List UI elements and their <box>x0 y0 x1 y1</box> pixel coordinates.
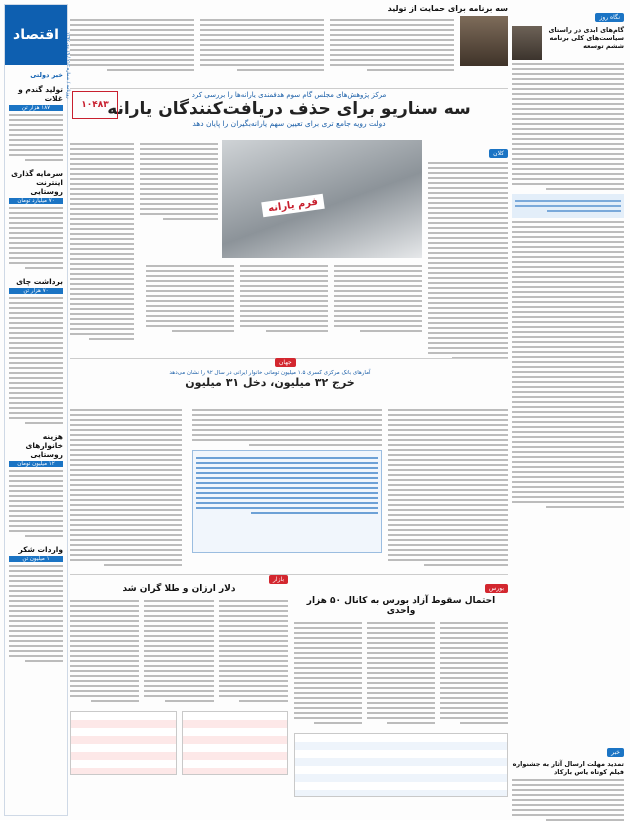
sidebar-item2-sub: ۷۰ میلیارد تومان <box>9 198 63 204</box>
left-sidebar <box>4 4 68 816</box>
stock-lines <box>367 619 435 727</box>
lead-title: سه سناریو برای حذف دریافت‌کنندگان یارانه <box>107 99 471 119</box>
photo-sign: فرم یارانه <box>261 194 325 217</box>
top-lines <box>200 16 324 74</box>
sidebar-text-lines <box>9 297 63 424</box>
sidebar-item2-title: سرمایه گذاری اینترنت روستایی <box>11 169 63 196</box>
mid-box-lines <box>196 457 378 514</box>
sidebar-text-lines <box>9 470 63 537</box>
market-table-a <box>182 711 289 775</box>
bottom-section <box>70 574 508 819</box>
sidebar-text-lines <box>9 565 63 662</box>
lead-col-lines <box>146 262 234 335</box>
market-table-b <box>70 711 177 775</box>
sidebar-item1-title: تولید گندم و غلات <box>18 85 63 103</box>
market-tag: بازار <box>269 575 288 584</box>
lead-header <box>70 88 508 137</box>
mid-tag: جهان <box>275 358 296 367</box>
market-title: دلار ارزان و طلا گران شد <box>122 584 236 594</box>
lead-col-lines <box>240 262 328 335</box>
mid-col-center <box>192 406 382 553</box>
lead-col-mid <box>140 140 218 223</box>
mid-title: خرج ۳۲ میلیون، دخل ۳۱ میلیون <box>185 376 355 389</box>
top-article <box>70 4 508 84</box>
sidebar-text-lines <box>9 207 63 269</box>
stock-article <box>294 575 508 797</box>
mid-pretitle: آمارهای بانک مرکزی کسری ۱.۵ میلیون تومانی خانوار ایرانی در سال ۹۲ را نشان می‌دهد <box>169 370 371 376</box>
lead-pretitle: مرکز پژوهش‌های مجلس گام سوم هدفمندی یارانه‌ها را بررسی کرد <box>191 91 387 99</box>
top-lines <box>70 16 194 74</box>
right-bottom-tag: خبر <box>607 748 624 757</box>
sidebar-item4-sub: ۱۲ میلیون تومان <box>9 461 63 467</box>
market-lines <box>144 597 213 705</box>
stock-lines <box>440 619 508 727</box>
sidebar-text-lines <box>9 114 63 161</box>
lead-col-tag: كلان <box>489 149 508 158</box>
right-highlight-box <box>512 194 624 218</box>
lead-col1 <box>428 140 508 362</box>
right-bottom-title: تمدید مهلت ارسال آثار به جشنواره فیلم کوتاه یاس بارکاد <box>512 760 624 776</box>
sidebar-item5-sub: ۱ میلیون تن <box>9 556 63 562</box>
mid-col-left <box>70 406 182 569</box>
mid-col-lines <box>192 409 382 446</box>
lead-col-lines <box>70 143 134 340</box>
right-tag: نگاه روز <box>595 13 624 22</box>
stock-table <box>294 733 508 797</box>
market-article <box>70 575 288 775</box>
lead-lower-cols <box>146 262 422 335</box>
market-lines <box>70 597 139 705</box>
lead-col-lines <box>334 262 422 335</box>
page-info: روزنامه / شماره ۲۱۳ / ۱۹ دی ۱۳۹۲ <box>65 32 70 99</box>
author-photo <box>512 26 542 60</box>
lead-subtitle: دولت رویه جامع تری برای تعیین سهم یارانه‌بگیران را پایان دهد <box>192 119 386 128</box>
sidebar-item5-title: واردات شکر <box>18 545 63 554</box>
mid-chart-box <box>192 450 382 553</box>
mid-col-lines <box>388 409 508 566</box>
lead-body <box>70 140 508 355</box>
stock-lines <box>294 619 362 727</box>
sidebar-item4-title: هزینه خانوارهای روستایی <box>25 432 63 459</box>
right-title: گام‌های ابدی در راستای سیاست‌های کلی برنامه ششم توسعه <box>548 26 624 50</box>
stock-title: احتمال سقوط آزاد بورس به کانال ۵۰ هزار واحدی <box>306 596 496 616</box>
right-bottom-lines <box>512 779 624 821</box>
mid-col-right <box>388 406 508 569</box>
section-banner: اقتصاد <box>5 5 67 65</box>
right-text-lines <box>512 63 624 190</box>
top-article-photo <box>460 16 508 66</box>
lead-col-left <box>70 140 134 343</box>
lead-col-lines <box>140 143 218 220</box>
top-lines <box>330 16 454 74</box>
sidebar-col-title: خبر دولتی <box>30 71 63 79</box>
mid-body <box>70 406 508 571</box>
market-lines <box>219 597 288 705</box>
right-sidebar <box>512 4 624 814</box>
lead-badge: ۱۰۴۸۳ <box>72 91 118 119</box>
lead-photo <box>222 140 422 258</box>
mid-col-lines <box>70 409 182 566</box>
right-text-lines <box>512 221 624 508</box>
lead-col-lines <box>428 162 508 359</box>
stock-tag: بورس <box>485 584 508 593</box>
sidebar-item3-title: برداشت چای <box>16 277 63 286</box>
highlight-lines <box>515 200 621 212</box>
top-article-title: سه برنامه برای حمایت از تولید <box>387 4 508 13</box>
sidebar-item3-sub: ۷۰ هزار تن <box>9 288 63 294</box>
mid-titles <box>120 370 420 404</box>
sidebar-item1-sub: ۱۸۷ هزار تن <box>9 105 63 111</box>
